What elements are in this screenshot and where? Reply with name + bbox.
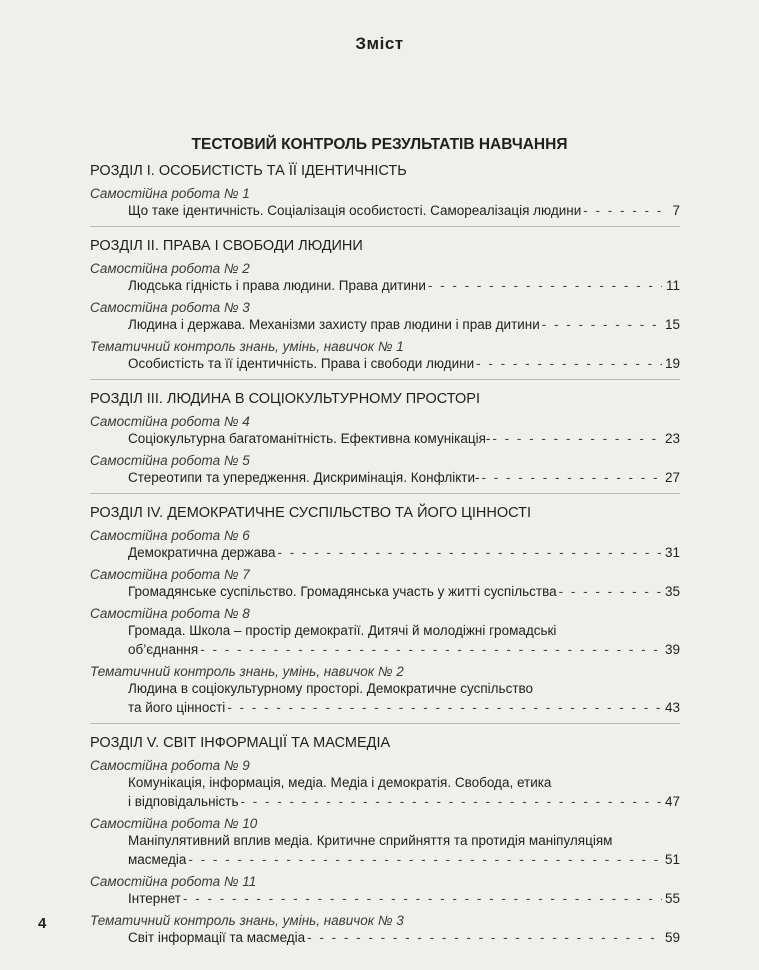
entry-title: і відповідальність — [128, 794, 239, 809]
page-number: 4 — [38, 915, 47, 932]
entry-page-number: 47 — [664, 794, 680, 809]
table-of-contents — [90, 160, 680, 947]
entry-page-number: 59 — [664, 930, 680, 945]
entry-title: та його цінності — [128, 700, 226, 715]
entry-page-number: 51 — [664, 852, 680, 867]
work-label: Самостійна робота № 9 — [90, 758, 250, 773]
toc-entry[interactable] — [90, 429, 680, 448]
entry-page-number: 27 — [664, 470, 680, 485]
leader-dashes — [188, 850, 662, 869]
work-label: Самостійна робота № 7 — [90, 567, 250, 582]
entry-title: Соціокультурна багатоманітність. Ефективна комунікація- — [128, 431, 491, 446]
leader-dashes — [428, 276, 662, 295]
entry-page-number: 11 — [665, 278, 680, 293]
leader-dashes — [241, 792, 662, 811]
entry-title: Громадянське суспільство. Громадянська участь у житті суспільства — [128, 584, 557, 599]
entry-page-number: 19 — [664, 356, 680, 371]
entry-page-number: 43 — [664, 700, 680, 715]
leader-dashes — [307, 928, 662, 947]
entry-title: масмедіа — [128, 852, 187, 867]
entry-title-line: Громада. Школа – простір демократії. Дитячі й молодіжні громадські — [128, 623, 557, 638]
work-label: Самостійна робота № 1 — [90, 186, 250, 201]
contents-title: Зміст — [355, 34, 404, 53]
work-label: Самостійна робота № 11 — [90, 874, 257, 889]
work-label: Самостійна робота № 6 — [90, 528, 250, 543]
entry-title: об’єднання — [128, 642, 199, 657]
toc-entry[interactable] — [90, 201, 680, 220]
section-heading: РОЗДІЛ III. ЛЮДИНА В СОЦІОКУЛЬТУРНОМУ ПРОСТОРІ — [90, 391, 480, 407]
entry-title-line: Комунікація, інформація, медіа. Медіа і демократія. Свобода, етика — [128, 775, 552, 790]
work-label: Самостійна робота № 5 — [90, 453, 250, 468]
entry-page-number: 35 — [664, 584, 680, 599]
toc-entry[interactable] — [90, 543, 680, 562]
toc-entry[interactable] — [90, 315, 680, 334]
work-label: Самостійна робота № 8 — [90, 606, 250, 621]
leader-dashes — [476, 354, 662, 373]
entry-title: Людина і держава. Механізми захисту прав людини і прав дитини — [128, 317, 540, 332]
entry-title: Демократична держава — [128, 545, 276, 560]
leader-dashes — [278, 543, 663, 562]
section-heading: РОЗДІЛ IV. ДЕМОКРАТИЧНЕ СУСПІЛЬСТВО ТА ЙОГО ЦІННОСТІ — [90, 505, 532, 521]
work-label: Тематичний контроль знань, умінь, навичок № 3 — [90, 913, 404, 928]
work-label: Самостійна робота № 3 — [90, 300, 250, 315]
entry-title: Стереотипи та упередження. Дискримінація. Конфлікти- — [128, 470, 480, 485]
section-heading: РОЗДІЛ V. СВІТ ІНФОРМАЦІЇ ТА МАСМЕДІА — [90, 735, 391, 751]
entry-title-line: Маніпулятивний вплив медіа. Критичне сприйняття та протидія маніпуляціям — [128, 833, 613, 848]
toc-entry[interactable] — [90, 276, 680, 295]
entry-title: Інтернет — [128, 891, 181, 906]
main-title: ТЕСТОВИЙ КОНТРОЛЬ РЕЗУЛЬТАТІВ НАВЧАННЯ — [191, 136, 568, 153]
section-divider — [90, 379, 680, 380]
leader-dashes — [559, 582, 662, 601]
section-divider — [90, 493, 680, 494]
toc-entry[interactable] — [90, 928, 680, 947]
toc-entry[interactable] — [90, 468, 680, 487]
leader-dashes — [583, 201, 662, 220]
entry-page-number: 15 — [664, 317, 680, 332]
toc-entry[interactable] — [90, 792, 680, 811]
entry-title: Світ інформації та масмедіа — [128, 930, 306, 945]
entry-page-number: 55 — [664, 891, 680, 906]
leader-dashes — [492, 429, 662, 448]
leader-dashes — [200, 640, 662, 659]
section-divider — [90, 226, 680, 227]
entry-title: Що таке ідентичність. Соціалізація особистості. Самореалізація людини — [128, 203, 582, 218]
toc-entry[interactable] — [90, 889, 680, 908]
entry-page-number: 39 — [664, 642, 680, 657]
work-label: Самостійна робота № 10 — [90, 816, 258, 831]
section-heading: РОЗДІЛ I. ОСОБИСТІСТЬ ТА ЇЇ ІДЕНТИЧНІСТЬ — [90, 163, 407, 179]
entry-page-number: 31 — [664, 545, 680, 560]
entry-page-number: 7 — [672, 203, 680, 218]
leader-dashes — [542, 315, 662, 334]
entry-page-number: 23 — [664, 431, 680, 446]
entry-title: Людська гідність і права людини. Права дитини — [128, 278, 426, 293]
leader-dashes — [482, 468, 662, 487]
toc-entry[interactable] — [90, 850, 680, 869]
work-label: Тематичний контроль знань, умінь, навичок № 1 — [90, 339, 404, 354]
entry-title-line: Людина в соціокультурному просторі. Демократичне суспільство — [128, 681, 534, 696]
section-heading: РОЗДІЛ II. ПРАВА І СВОБОДИ ЛЮДИНИ — [90, 238, 363, 254]
toc-entry[interactable] — [90, 698, 680, 717]
entry-title: Особистість та її ідентичність. Права і свободи людини — [128, 356, 475, 371]
work-label: Тематичний контроль знань, умінь, навичок № 2 — [90, 664, 404, 679]
work-label: Самостійна робота № 4 — [90, 414, 250, 429]
toc-entry[interactable] — [90, 640, 680, 659]
toc-entry[interactable] — [90, 582, 680, 601]
leader-dashes — [183, 889, 662, 908]
work-label: Самостійна робота № 2 — [90, 261, 250, 276]
leader-dashes — [227, 698, 662, 717]
toc-entry[interactable] — [90, 354, 680, 373]
section-divider — [90, 723, 680, 724]
